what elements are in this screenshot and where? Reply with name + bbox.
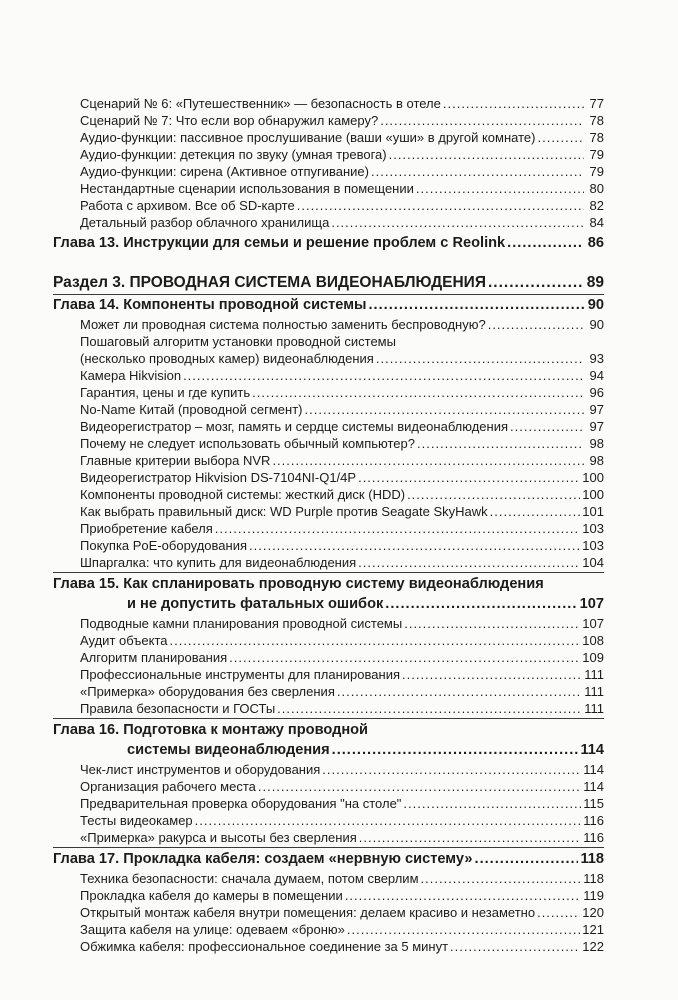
leader-dots xyxy=(277,702,582,715)
entry-page: 116 xyxy=(583,830,604,845)
chapter-page: 90 xyxy=(587,297,604,313)
leader-dots xyxy=(488,275,584,291)
chapter-heading xyxy=(53,298,604,313)
toc-entry xyxy=(80,940,604,953)
toc-entry xyxy=(80,780,604,793)
toc-entry xyxy=(80,471,604,484)
entry-title: Аудит объекта xyxy=(80,633,168,648)
entry-page: 96 xyxy=(589,385,604,400)
divider xyxy=(53,294,604,295)
entry-title: Работа с архивом. Все об SD-карте xyxy=(80,198,295,213)
leader-dots xyxy=(258,780,581,793)
entry-title: Аудио-функции: пассивное прослушивание (ваши «уши» в другой комнате) xyxy=(80,130,536,145)
leader-dots xyxy=(215,522,581,535)
entry-title: Видеорегистратор – мозг, память и сердце системы видеонаблюдения xyxy=(80,419,509,434)
leader-dots xyxy=(272,454,584,467)
entry-page: 103 xyxy=(582,538,604,553)
entry-page: 111 xyxy=(584,684,604,699)
chapter-title: и не допустить фатальных ошибок xyxy=(127,596,384,612)
leader-dots xyxy=(195,814,582,827)
section-page: 89 xyxy=(586,274,604,291)
toc-entry xyxy=(80,488,604,501)
entry-title: Подводные камни планирования проводной системы xyxy=(80,616,403,631)
leader-dots xyxy=(358,556,580,569)
entry-page: 119 xyxy=(583,888,604,903)
entry-page: 103 xyxy=(582,521,604,536)
leader-dots xyxy=(322,763,581,776)
entry-title: «Примерка» оборудования без сверления xyxy=(80,684,335,699)
leader-dots xyxy=(385,597,577,612)
entry-title: Сценарий № 6: «Путешественник» — безопасность в отеле xyxy=(80,96,441,111)
chapter-title: Глава 17. Прокладка кабеля: создаем «нервную систему» xyxy=(53,851,473,867)
entry-title-line: Пошаговый алгоритм установки проводной системы xyxy=(80,334,396,349)
leader-dots xyxy=(402,668,582,681)
entry-page: 78 xyxy=(589,113,604,128)
leader-dots xyxy=(183,369,584,382)
toc-entry xyxy=(80,651,604,664)
entry-title: Алгоритм планирования xyxy=(80,650,228,665)
leader-dots xyxy=(249,539,580,552)
toc-entry xyxy=(80,403,604,416)
toc-entry xyxy=(80,505,604,518)
entry-page: 116 xyxy=(583,813,604,828)
entry-title: Тесты видеокамер xyxy=(80,813,193,828)
toc-entry xyxy=(80,831,604,844)
leader-dots xyxy=(537,131,584,144)
leader-dots xyxy=(389,148,584,161)
entry-title: «Примерка» ракурса и высоты без сверления xyxy=(80,830,357,845)
toc-entry xyxy=(80,814,604,827)
entry-title: Открытый монтаж кабеля внутри помещения: делаем красиво и незаметно xyxy=(80,905,536,920)
leader-dots xyxy=(347,923,580,936)
entry-title: Камера Hikvision xyxy=(80,368,182,383)
entry-title: No-Name Китай (проводной сегмент) xyxy=(80,402,303,417)
toc-entry xyxy=(80,617,604,630)
chapter-heading xyxy=(127,743,604,758)
leader-dots xyxy=(297,199,584,212)
toc-entry xyxy=(80,702,604,715)
toc-entry xyxy=(80,685,604,698)
entry-title: Чек-лист инструментов и оборудования xyxy=(80,762,321,777)
chapter-title: Глава 14. Компоненты проводной системы xyxy=(53,297,367,313)
entry-page: 79 xyxy=(589,164,604,179)
entry-title: Нестандартные сценарии использования в помещении xyxy=(80,181,414,196)
chapter-page: 107 xyxy=(579,596,604,612)
entry-page: 93 xyxy=(589,351,604,366)
divider xyxy=(53,847,604,848)
entry-page: 118 xyxy=(583,871,604,886)
entry-page: 100 xyxy=(582,470,604,485)
entry-title: Обжимка кабеля: профессиональное соединение за 5 минут xyxy=(80,939,449,954)
entry-title: Прокладка кабеля до камеры в помещении xyxy=(80,888,343,903)
toc-entry xyxy=(80,386,604,399)
leader-dots xyxy=(369,298,585,313)
divider xyxy=(53,572,604,573)
entry-page: 82 xyxy=(589,198,604,213)
leader-dots xyxy=(337,685,582,698)
entry-page: 84 xyxy=(589,215,604,230)
toc-entry xyxy=(80,906,604,919)
section-title: Раздел 3. ПРОВОДНАЯ СИСТЕМА ВИДЕОНАБЛЮДЕНИЯ xyxy=(53,274,486,291)
section-heading xyxy=(53,275,604,291)
entry-page: 121 xyxy=(582,922,604,937)
toc-entry xyxy=(80,131,604,144)
entry-page: 100 xyxy=(582,487,604,502)
leader-dots xyxy=(443,97,584,110)
leader-dots xyxy=(537,906,580,919)
leader-dots xyxy=(403,797,581,810)
chapter-page: 86 xyxy=(587,235,604,251)
entry-title: Техника безопасности: сначала думаем, потом сверлим xyxy=(80,871,419,886)
toc-entry xyxy=(80,763,604,776)
leader-dots xyxy=(169,634,580,647)
entry-page: 122 xyxy=(582,939,604,954)
leader-dots xyxy=(407,488,580,501)
entry-title: Защита кабеля на улице: одеваем «броню» xyxy=(80,922,345,937)
entry-title: Аудио-функции: сирена (Активное отпугивание) xyxy=(80,164,369,179)
entry-title: Видеорегистратор Hikvision DS-7104NI-Q1/4P xyxy=(80,470,357,485)
entry-page: 111 xyxy=(584,667,604,682)
toc-entry xyxy=(80,182,604,195)
toc-entry xyxy=(80,216,604,229)
entry-page: 114 xyxy=(583,779,604,794)
entry-page: 114 xyxy=(583,762,604,777)
entry-title: Шпаргалка: что купить для видеонаблюдения xyxy=(80,555,357,570)
entry-title: Профессиональные инструменты для планирования xyxy=(80,667,400,682)
leader-dots xyxy=(380,114,584,127)
leader-dots xyxy=(252,386,584,399)
chapter-page: 118 xyxy=(580,851,604,867)
leader-dots xyxy=(404,617,580,630)
toc-entry xyxy=(80,318,604,331)
toc-entry xyxy=(80,437,604,450)
entry-page: 80 xyxy=(589,181,604,196)
entry-page: 98 xyxy=(589,436,604,451)
leader-dots xyxy=(510,420,584,433)
leader-dots xyxy=(488,318,584,331)
entry-page: 98 xyxy=(589,453,604,468)
entry-title: Главные критерии выбора NVR xyxy=(80,453,271,468)
entry-page: 104 xyxy=(582,555,604,570)
entry-page: 79 xyxy=(589,147,604,162)
entry-page: 97 xyxy=(589,402,604,417)
toc-entry xyxy=(80,199,604,212)
entry-title: Аудио-функции: детекция по звуку (умная тревога) xyxy=(80,147,387,162)
toc-entry xyxy=(80,352,604,365)
leader-dots xyxy=(358,471,580,484)
leader-dots xyxy=(416,182,584,195)
leader-dots xyxy=(507,236,584,251)
leader-dots xyxy=(450,940,580,953)
toc-entry xyxy=(80,889,604,902)
entry-title: Детальный разбор облачного хранилища xyxy=(80,215,330,230)
entry-page: 90 xyxy=(589,317,604,332)
entry-page: 115 xyxy=(583,796,604,811)
chapter-heading xyxy=(53,236,604,251)
leader-dots xyxy=(331,216,584,229)
entry-page: 109 xyxy=(582,650,604,665)
entry-page: 78 xyxy=(589,130,604,145)
entry-page: 101 xyxy=(582,504,604,519)
divider xyxy=(53,718,604,719)
toc-entry xyxy=(80,97,604,110)
entry-page: 97 xyxy=(589,419,604,434)
entry-title: (несколько проводных камер) видеонаблюдения xyxy=(80,351,374,366)
chapter-title: Глава 13. Инструкции для семьи и решение проблем с Reolink xyxy=(53,235,506,251)
toc-entry xyxy=(80,668,604,681)
entry-title: Как выбрать правильный диск: WD Purple против Seagate SkyHawk xyxy=(80,504,488,519)
entry-title: Правила безопасности и ГОСТы xyxy=(80,701,276,716)
toc-entry xyxy=(80,148,604,161)
entry-page: 94 xyxy=(589,368,604,383)
entry-title: Покупка PoE-оборудования xyxy=(80,538,248,553)
leader-dots xyxy=(475,852,579,867)
toc-entry xyxy=(80,634,604,647)
leader-dots xyxy=(332,743,579,758)
toc-entry xyxy=(80,420,604,433)
entry-title: Организация рабочего места xyxy=(80,779,256,794)
entry-page: 108 xyxy=(582,633,604,648)
entry-title: Предварительная проверка оборудования "на столе" xyxy=(80,796,402,811)
chapter-heading xyxy=(127,597,604,612)
leader-dots xyxy=(345,889,581,902)
toc-entry xyxy=(80,923,604,936)
toc-entry xyxy=(80,369,604,382)
leader-dots xyxy=(376,352,584,365)
leader-dots xyxy=(490,505,581,518)
toc-entry xyxy=(80,165,604,178)
chapter-title-line: Глава 16. Подготовка к монтажу проводной xyxy=(53,722,369,738)
leader-dots xyxy=(305,403,585,416)
leader-dots xyxy=(229,651,580,664)
toc-entry xyxy=(80,539,604,552)
chapter-title-line: Глава 15. Как спланировать проводную систему видеонаблюдения xyxy=(53,576,544,592)
entry-title: Почему не следует использовать обычный компьютер? xyxy=(80,436,415,451)
toc-entry xyxy=(80,454,604,467)
toc-entry xyxy=(80,797,604,810)
entry-page: 120 xyxy=(582,905,604,920)
chapter-title: системы видеонаблюдения xyxy=(127,742,330,758)
toc-entry xyxy=(80,872,604,885)
entry-page: 77 xyxy=(589,96,604,111)
chapter-page: 114 xyxy=(580,742,604,758)
leader-dots xyxy=(371,165,584,178)
entry-title: Гарантия, цены и где купить xyxy=(80,385,251,400)
entry-title: Приобретение кабеля xyxy=(80,521,213,536)
toc-entry xyxy=(80,556,604,569)
leader-dots xyxy=(421,872,582,885)
leader-dots xyxy=(359,831,582,844)
leader-dots xyxy=(417,437,584,450)
toc-entry xyxy=(80,522,604,535)
entry-title: Может ли проводная система полностью заменить беспроводную? xyxy=(80,317,486,332)
entry-title: Компоненты проводной системы: жесткий диск (HDD) xyxy=(80,487,406,502)
entry-page: 107 xyxy=(582,616,604,631)
toc-entry xyxy=(80,114,604,127)
entry-title: Сценарий № 7: Что если вор обнаружил камеру? xyxy=(80,113,379,128)
entry-page: 111 xyxy=(584,701,604,716)
chapter-heading xyxy=(53,852,604,867)
